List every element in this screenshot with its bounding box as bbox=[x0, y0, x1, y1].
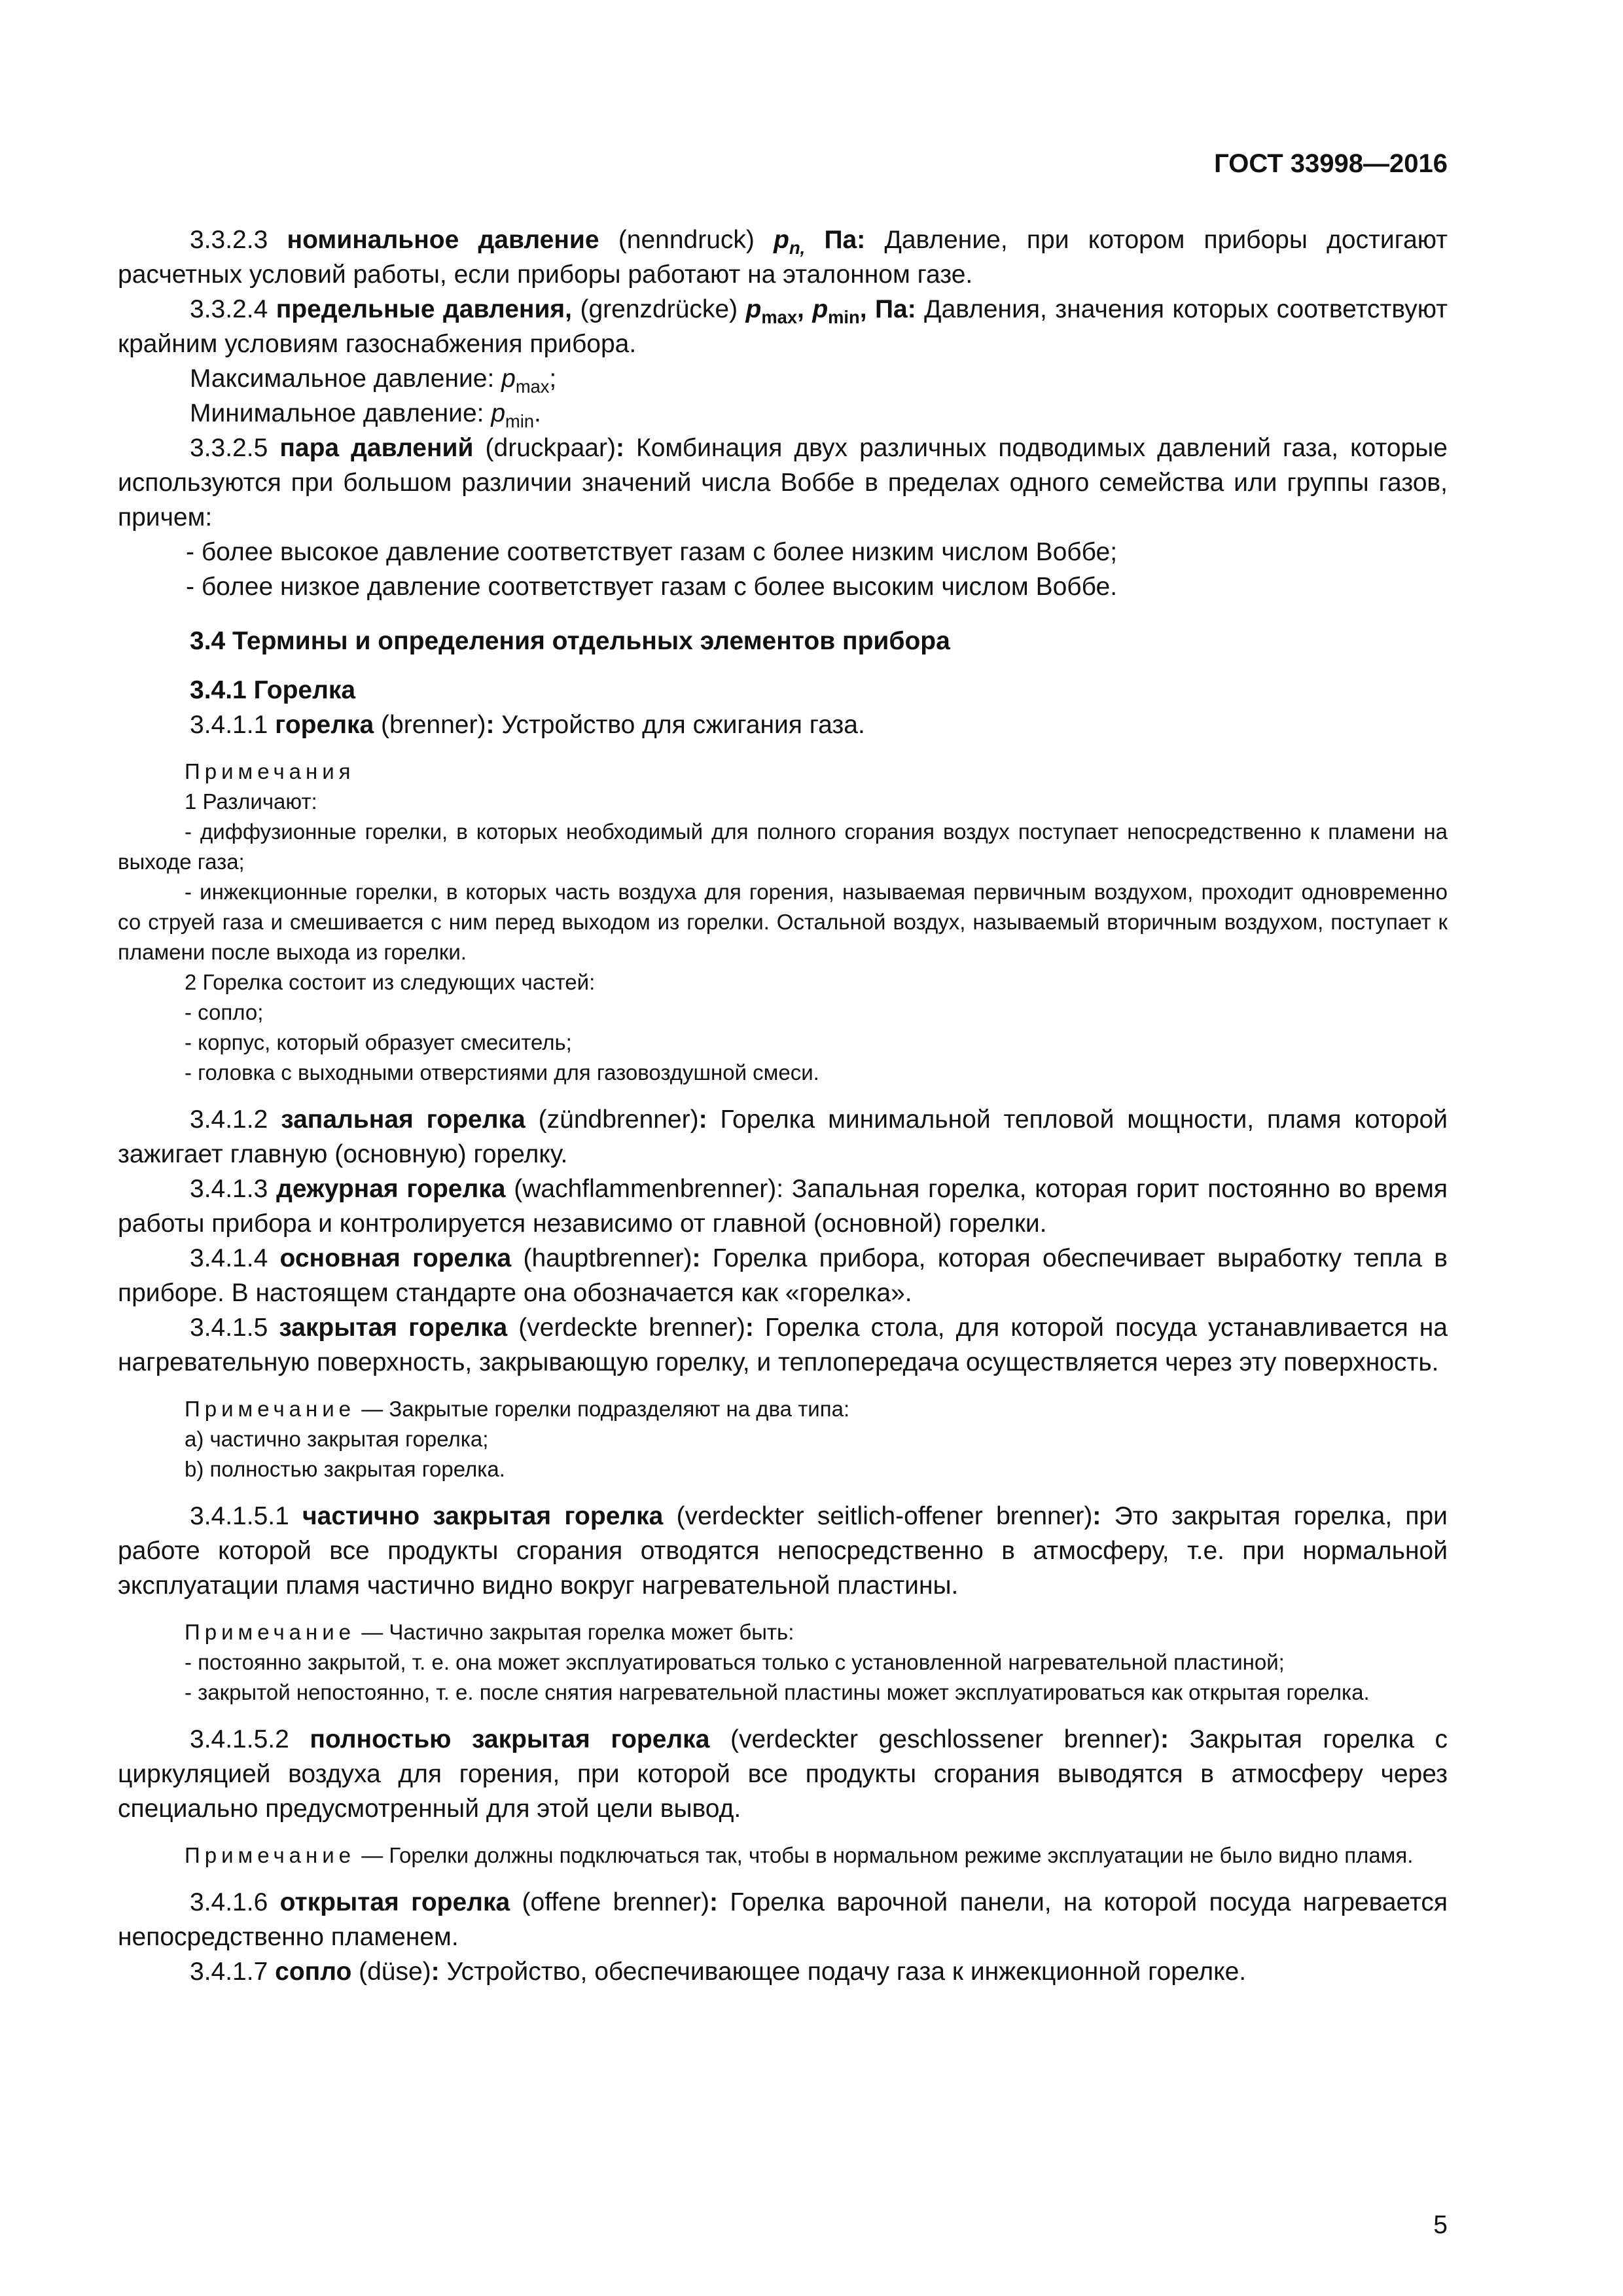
note-text: — Частично закрытая горелка может быть: bbox=[361, 1620, 794, 1644]
note-3-4-1-5-1 bbox=[118, 1617, 1448, 1647]
german-term: (brenner) bbox=[381, 711, 486, 739]
definition: Горелка минимальной тепловой мощности, пламя которой зажигает главную (основную) горелку. bbox=[118, 1105, 1448, 1168]
german-term: (nenndruck) bbox=[618, 226, 755, 254]
clause-3-4-1-5-2: 3.4.1.5.2 полностью закрытая горелка (verdeckter geschlossener brenner): Закрытая горелка с циркуляцией воздуха для горения, при которой все продукты сгорания выводятся в атмосферу через специально предусмотренный для этой цели вывод. bbox=[118, 1725, 1448, 1823]
note-1: 1 Различают: bbox=[185, 789, 317, 814]
definition: Давление, при котором приборы достигают расчетных условий работы, если приборы работают на эталонном газе. bbox=[118, 226, 1448, 289]
max-pressure-label: Максимальное давление: bbox=[190, 365, 495, 393]
clause-3-3-2-5: 3.3.2.5 пара давлений (druckpaar): Комбинация двух различных подводимых давлений газа, которые используются при большом различии значений числа Воббе в пределах одного семейства или группы газов, причем: bbox=[118, 434, 1448, 531]
clause-3-4-1-5-1: 3.4.1.5.1 частично закрытая горелка (verdeckter seitlich-offener brenner): Это закрытая горелка, при работе которой все продукты сгорания отводятся непосредственно в атмосферу, т.е. при нормальной эксплуатации пламя частично видно вокруг нагревательной пластины. bbox=[118, 1502, 1448, 1600]
clause-number: 3.3.2.4 bbox=[190, 295, 268, 323]
term: запальная горелка bbox=[281, 1105, 526, 1134]
clause-3-4-1-2: 3.4.1.2 запальная горелка (zündbrenner): Горелка минимальной тепловой мощности, пламя которой зажигает главную (основную) горелку. bbox=[118, 1105, 1448, 1168]
symbol-max: p bbox=[745, 295, 762, 323]
clause-3-3-2-4 bbox=[118, 292, 1448, 361]
clause-number: 3.3.2.3 bbox=[190, 226, 268, 254]
german-term: (grenzdrücke) bbox=[580, 295, 738, 323]
symbol: p bbox=[774, 226, 789, 254]
german-term: (offene brenner) bbox=[522, 1888, 709, 1916]
clause-number: 3.4.1.6 bbox=[190, 1888, 268, 1916]
note-3-4-1-5 bbox=[118, 1394, 1448, 1424]
note-label: Примечание bbox=[185, 1620, 356, 1644]
german-term: (druckpaar) bbox=[485, 434, 616, 462]
clause-3-4-1-6: 3.4.1.6 открытая горелка (offene brenner): Горелка варочной панели, на которой посуда нагревается непосредственно пламенем. bbox=[118, 1888, 1448, 1951]
clause-3-4-1-1: 3.4.1.1 горелка (brenner): Устройство для сжигания газа. bbox=[190, 711, 865, 739]
list-item: - более низкое давление соответствует газам с более высоким числом Воббе. bbox=[186, 573, 1118, 601]
definition: Закрытая горелка с циркуляцией воздуха для горения, при которой все продукты сгорания выводятся в атмосферу через специально предусмотренный для этой цели вывод. bbox=[118, 1725, 1448, 1823]
german-term: (verdeckter geschlossener brenner) bbox=[730, 1725, 1161, 1753]
document-body bbox=[118, 223, 1448, 1989]
german-term: (wachflammenbrenner): bbox=[514, 1175, 784, 1203]
note-text: — Горелки должны подключаться так, чтобы в нормальном режиме эксплуатации не было видно пламя. bbox=[361, 1843, 1414, 1867]
min-pressure-subscript: min bbox=[505, 410, 535, 431]
notes-label: Примечания bbox=[185, 759, 355, 783]
clause-number: 3.4.1.5.1 bbox=[190, 1502, 289, 1530]
document-page bbox=[118, 0, 1448, 2296]
clause-number: 3.4.1.1 bbox=[190, 711, 268, 739]
clause-number: 3.4.1.2 bbox=[190, 1105, 268, 1134]
definition: Давления, значения которых соответствуют крайним условиям газоснабжения прибора. bbox=[118, 295, 1448, 358]
note-1b: - инжекционные горелки, в которых часть воздуха для горения, называемая первичным воздухом, проходит одновременно со струей газа и смешивается с ним перед выходом из горелки. Остальной воздух, называемый вторичным воздухом, поступает к пламени после выхода из горелки. bbox=[118, 880, 1448, 964]
term: номинальное давление bbox=[287, 226, 599, 254]
symbol-min-subscript: min bbox=[828, 306, 860, 327]
note-2c: - головка с выходными отверстиями для газовоздушной смеси. bbox=[185, 1060, 819, 1085]
clause-3-3-2-3 bbox=[118, 223, 1448, 292]
term: дежурная горелка bbox=[276, 1175, 506, 1203]
min-pressure-symbol: p bbox=[491, 399, 506, 427]
unit: Па: bbox=[824, 226, 866, 254]
clause-number: 3.4.1.7 bbox=[190, 1958, 268, 1986]
term: открытая горелка bbox=[279, 1888, 510, 1916]
symbol-subscript: n, bbox=[789, 237, 806, 258]
german-term: (zündbrenner) bbox=[538, 1105, 699, 1134]
separator: , bbox=[797, 295, 804, 323]
term: закрытая горелка bbox=[279, 1314, 508, 1342]
page-number: 5 bbox=[1433, 2211, 1448, 2239]
min-pressure-line: Минимальное давление: $p_{min}$. bbox=[190, 399, 541, 431]
definition: Горелка стола, для которой посуда устанавливается на нагревательную поверхность, закрывающую горелку, и теплопередача осуществляется через эту поверхность. bbox=[118, 1314, 1448, 1376]
section-heading-3-4: 3.4 Термины и определения отдельных элементов прибора bbox=[190, 627, 950, 655]
german-term: (hauptbrenner) bbox=[523, 1244, 692, 1272]
min-pressure-label: Минимальное давление: bbox=[190, 399, 484, 427]
note-item-a: a) частично закрытая горелка; bbox=[185, 1427, 489, 1451]
definition: Это закрытая горелка, при работе которой все продукты сгорания отводятся непосредственно в атмосферу, т.е. при нормальной эксплуатации пламя частично видно вокруг нагревательной пластины. bbox=[118, 1502, 1448, 1600]
definition: Горелка прибора, которая обеспечивает выработку тепла в приборе. В настоящем стандарте она обозначается как «горелка». bbox=[118, 1244, 1448, 1307]
clause-number: 3.4.1.5.2 bbox=[190, 1725, 289, 1753]
term: пара давлений bbox=[279, 434, 474, 462]
note-label: Примечание bbox=[185, 1843, 356, 1867]
note-1a: - диффузионные горелки, в которых необходимый для полного сгорания воздух поступает непосредственно к пламени на выходе газа; bbox=[118, 819, 1448, 874]
section-heading-3-4-1: 3.4.1 Горелка bbox=[190, 676, 356, 704]
clause-3-4-1-7: 3.4.1.7 сопло (düse): Устройство, обеспечивающее подачу газа к инжекционной горелке. bbox=[190, 1958, 1247, 1986]
symbol-max-subscript: max bbox=[761, 306, 798, 327]
german-term: (verdeckte brenner) bbox=[518, 1314, 745, 1342]
clause-3-4-1-3 bbox=[118, 1172, 1448, 1241]
term: горелка bbox=[275, 711, 374, 739]
max-pressure-subscript: max bbox=[515, 376, 550, 397]
definition: Устройство для сжигания газа. bbox=[501, 711, 865, 739]
note-text: — Закрытые горелки подразделяют на два типа: bbox=[361, 1397, 850, 1421]
clause-3-4-1-4: 3.4.1.4 основная горелка (hauptbrenner): Горелка прибора, которая обеспечивает выработку тепла в приборе. В настоящем стандарте она обозначается как «горелка». bbox=[118, 1244, 1448, 1307]
symbol-min: p bbox=[812, 295, 829, 323]
note-2a: - сопло; bbox=[185, 1000, 264, 1024]
note-2b: - корпус, который образует смеситель; bbox=[185, 1030, 572, 1054]
document-id-header: ГОСТ 33998—2016 bbox=[1214, 149, 1448, 178]
clause-number: 3.4.1.5 bbox=[190, 1314, 268, 1342]
max-pressure-symbol: p bbox=[501, 365, 516, 393]
note-item-1: - постоянно закрытой, т. е. она может эксплуатироваться только с установленной нагревательной пластиной; bbox=[185, 1650, 1285, 1674]
note-item-2: - закрытой непостоянно, т. е. после снятия нагревательной пластины может эксплуатироваться как открытая горелка. bbox=[185, 1680, 1370, 1704]
max-pressure-line: Максимальное давление: $p_{max}$; bbox=[190, 365, 557, 397]
clause-number: 3.4.1.3 bbox=[190, 1175, 268, 1203]
definition: Горелка варочной панели, на которой посуда нагревается непосредственно пламенем. bbox=[118, 1888, 1448, 1951]
clause-3-4-1-5: 3.4.1.5 закрытая горелка (verdeckte brenner): Горелка стола, для которой посуда устанавливается на нагревательную поверхность, закрывающую горелку, и теплопередача осуществляется через эту поверхность. bbox=[118, 1314, 1448, 1376]
unit: , Па: bbox=[859, 295, 916, 323]
clause-number: 3.4.1.4 bbox=[190, 1244, 268, 1272]
term: полностью закрытая горелка bbox=[310, 1725, 710, 1753]
definition: Устройство, обеспечивающее подачу газа к инжекционной горелке. bbox=[446, 1958, 1247, 1986]
term: предельные давления, bbox=[276, 295, 573, 323]
term: частично закрытая горелка bbox=[302, 1502, 664, 1530]
note-label: Примечание bbox=[185, 1397, 356, 1421]
term: основная горелка bbox=[279, 1244, 512, 1272]
definition: Запальная горелка, которая горит постоянно во время работы прибора и контролируется независимо от главной (основной) горелки. bbox=[118, 1175, 1448, 1238]
note-3-4-1-5-2 bbox=[118, 1840, 1448, 1871]
german-term: (düse) bbox=[359, 1958, 431, 1986]
note-2: 2 Горелка состоит из следующих частей: bbox=[185, 970, 596, 994]
note-item-b: b) полностью закрытая горелка. bbox=[185, 1457, 505, 1481]
list-item: - более высокое давление соответствует газам с более низким числом Воббе; bbox=[186, 538, 1118, 566]
term: сопло bbox=[275, 1958, 352, 1986]
german-term: (verdeckter seitlich-offener brenner) bbox=[676, 1502, 1093, 1530]
definition: Комбинация двух различных подводимых давлений газа, которые используются при большом различии значений числа Воббе в пределах одного семейства или группы газов, причем: bbox=[118, 434, 1448, 531]
clause-number: 3.3.2.5 bbox=[190, 434, 268, 462]
